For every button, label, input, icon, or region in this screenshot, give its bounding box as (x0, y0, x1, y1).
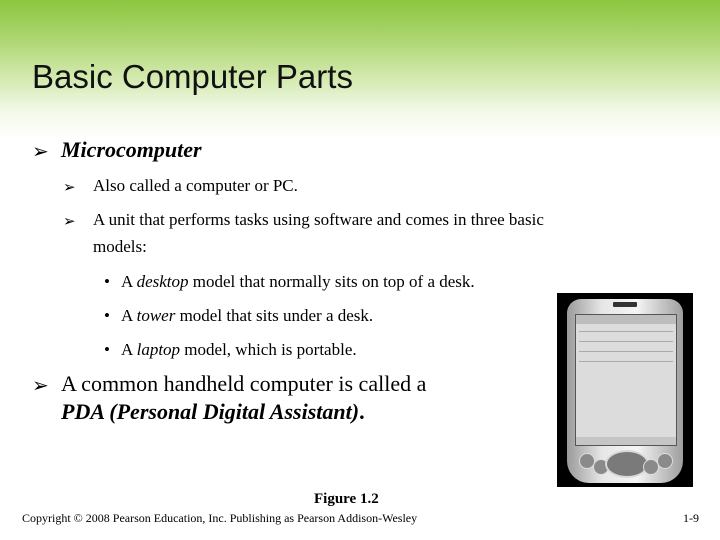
figure-caption: Figure 1.2 (314, 491, 379, 507)
bullet-prefix: A (121, 306, 137, 325)
copyright-footer: Copyright © 2008 Pearson Education, Inc. Publishing as Pearson Addison-Wesley (22, 511, 418, 525)
bullet-also-called (63, 176, 298, 196)
bullet-pda (32, 371, 426, 397)
pda-device (567, 299, 683, 483)
slide-number: 1-9 (683, 511, 699, 525)
bullet-pda-continued (61, 399, 365, 425)
bullet-text: Also called a computer or PC. (93, 176, 298, 195)
bullet-laptop (104, 340, 357, 360)
pda-photo (557, 293, 693, 487)
bullet-unit-continued (93, 237, 147, 257)
bullet-rest: model that sits under a desk. (175, 306, 374, 325)
bullet-dot-icon: • (104, 272, 110, 291)
bullet-text: A common handheld computer is called a (61, 371, 427, 396)
bullet-desktop (104, 272, 475, 292)
bullet-dot-icon: • (104, 306, 110, 325)
pda-brand-logo (613, 302, 637, 307)
bullet-tower (104, 306, 373, 326)
bullet-text: models: (93, 237, 147, 256)
bullet-text: Microcomputer (61, 137, 202, 162)
bullet-prefix: A (121, 272, 137, 291)
bullet-term: laptop (136, 340, 181, 359)
bullet-rest: model, which is portable. (180, 340, 357, 359)
pda-screen-row (579, 341, 673, 342)
bullet-term: desktop (136, 272, 189, 291)
bullet-microcomputer (32, 137, 202, 163)
pda-screen-footer (576, 437, 676, 445)
pda-screen-row (579, 351, 673, 352)
arrow-bullet-icon: ➢ (63, 214, 76, 230)
slide-title: Basic Computer Parts (32, 58, 353, 95)
arrow-bullet-icon: ➢ (32, 141, 49, 163)
pda-screen-row (579, 331, 673, 332)
bullet-term: tower (136, 306, 176, 325)
pda-period: . (359, 399, 365, 424)
arrow-bullet-icon: ➢ (32, 375, 49, 397)
pda-term: PDA (Personal Digital Assistant) (61, 399, 360, 424)
pda-button (657, 453, 673, 469)
bullet-unit (63, 210, 544, 230)
bullet-prefix: A (121, 340, 137, 359)
pda-screen-row (579, 361, 673, 362)
bullet-text: A unit that performs tasks using software and comes in three basic (93, 210, 544, 229)
pda-screen-header (576, 315, 676, 324)
arrow-bullet-icon: ➢ (63, 180, 76, 196)
bullet-dot-icon: • (104, 340, 110, 359)
pda-screen (575, 314, 677, 446)
bullet-rest: model that normally sits on top of a desk. (188, 272, 475, 291)
